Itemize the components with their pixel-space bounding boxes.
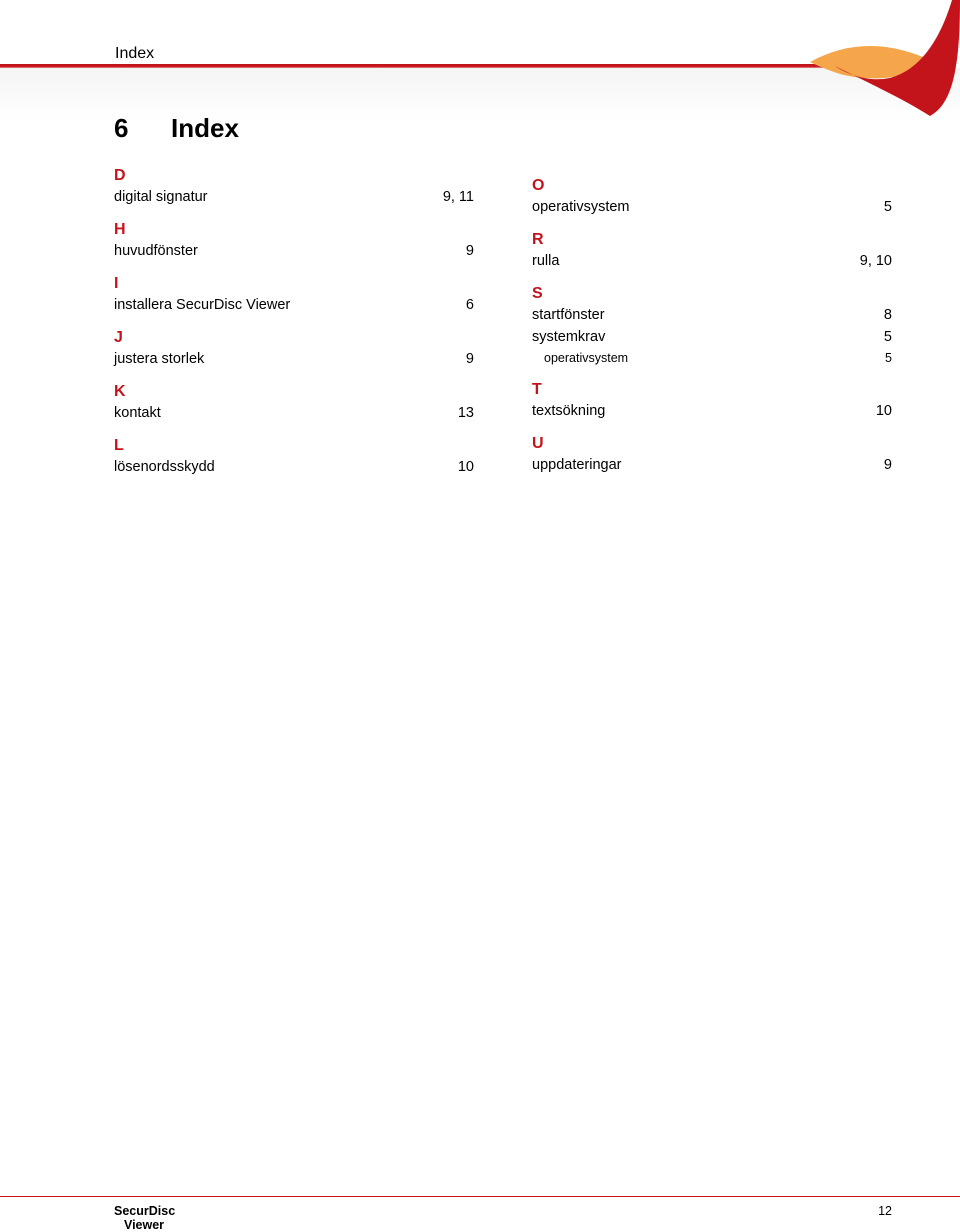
index-entry bbox=[532, 326, 892, 348]
index-letter: O bbox=[532, 177, 545, 194]
index-term: textsökning bbox=[532, 403, 606, 419]
index-group-i bbox=[114, 274, 474, 316]
index-entry bbox=[114, 186, 474, 208]
index-entry bbox=[114, 240, 474, 262]
index-letter: L bbox=[114, 437, 124, 454]
index-letter: I bbox=[114, 275, 119, 292]
index-page-ref: 6 bbox=[465, 297, 474, 313]
index-term: huvudfönster bbox=[114, 243, 198, 259]
index-page-ref: 5 bbox=[883, 329, 892, 345]
index-term: justera storlek bbox=[114, 351, 205, 367]
index-page-ref: 13 bbox=[457, 405, 474, 421]
index-term: rulla bbox=[532, 253, 560, 269]
index-page-ref: 10 bbox=[457, 459, 474, 475]
index-page-ref: 9, 11 bbox=[442, 189, 474, 205]
footer-brand-line2: Viewer bbox=[123, 1218, 165, 1232]
index-term: operativsystem bbox=[544, 351, 629, 365]
index-column-left bbox=[114, 166, 474, 490]
index-group-d bbox=[114, 166, 474, 208]
index-group-l bbox=[114, 436, 474, 478]
index-letter: U bbox=[532, 435, 544, 452]
index-page-ref: 9 bbox=[465, 351, 474, 367]
index-column-right bbox=[532, 176, 892, 488]
index-group-h bbox=[114, 220, 474, 262]
running-header-title: Index bbox=[115, 45, 155, 62]
chapter-title-text: Index bbox=[171, 113, 239, 143]
footer-rule bbox=[0, 1196, 960, 1197]
index-entry bbox=[114, 294, 474, 316]
index-entry bbox=[532, 400, 892, 422]
footer-brand-line1: SecurDisc bbox=[114, 1204, 176, 1218]
index-entry bbox=[532, 304, 892, 326]
index-term: operativsystem bbox=[532, 199, 630, 215]
index-letter: H bbox=[114, 221, 126, 238]
index-letter: S bbox=[532, 285, 543, 302]
index-page-ref: 5 bbox=[883, 199, 892, 215]
index-page-ref: 5 bbox=[885, 351, 892, 365]
index-letter: J bbox=[114, 329, 123, 346]
index-letter: K bbox=[114, 383, 126, 400]
index-entry bbox=[114, 348, 474, 370]
page-number: 12 bbox=[878, 1204, 892, 1218]
index-term: startfönster bbox=[532, 307, 605, 323]
index-letter: R bbox=[532, 231, 544, 248]
index-entry bbox=[114, 402, 474, 424]
index-letter: T bbox=[532, 381, 542, 398]
brand-wave-graphic bbox=[600, 0, 960, 120]
index-group-r bbox=[532, 230, 892, 272]
index-entry bbox=[532, 454, 892, 476]
index-subentry bbox=[532, 348, 892, 368]
index-page-ref: 9 bbox=[465, 243, 474, 259]
index-term: installera SecurDisc Viewer bbox=[114, 297, 291, 313]
index-term: uppdateringar bbox=[532, 457, 622, 473]
chapter-heading bbox=[114, 113, 239, 144]
index-term: systemkrav bbox=[532, 329, 606, 345]
index-entry bbox=[114, 456, 474, 478]
index-page-ref: 10 bbox=[875, 403, 892, 419]
index-page-ref: 9 bbox=[883, 457, 892, 473]
index-page-ref: 8 bbox=[883, 307, 892, 323]
index-page-ref: 9, 10 bbox=[859, 253, 892, 269]
footer-brand bbox=[114, 1204, 174, 1232]
index-group-j bbox=[114, 328, 474, 370]
chapter-number: 6 bbox=[114, 113, 129, 143]
index-entry bbox=[532, 196, 892, 218]
index-group-k bbox=[114, 382, 474, 424]
index-entry bbox=[532, 250, 892, 272]
index-term: digital signatur bbox=[114, 189, 208, 205]
index-group-o bbox=[532, 176, 892, 218]
index-term: lösenordsskydd bbox=[114, 459, 215, 475]
index-group-s bbox=[532, 284, 892, 368]
index-group-t bbox=[532, 380, 892, 422]
index-letter: D bbox=[114, 167, 126, 184]
index-term: kontakt bbox=[114, 405, 161, 421]
index-group-u bbox=[532, 434, 892, 476]
